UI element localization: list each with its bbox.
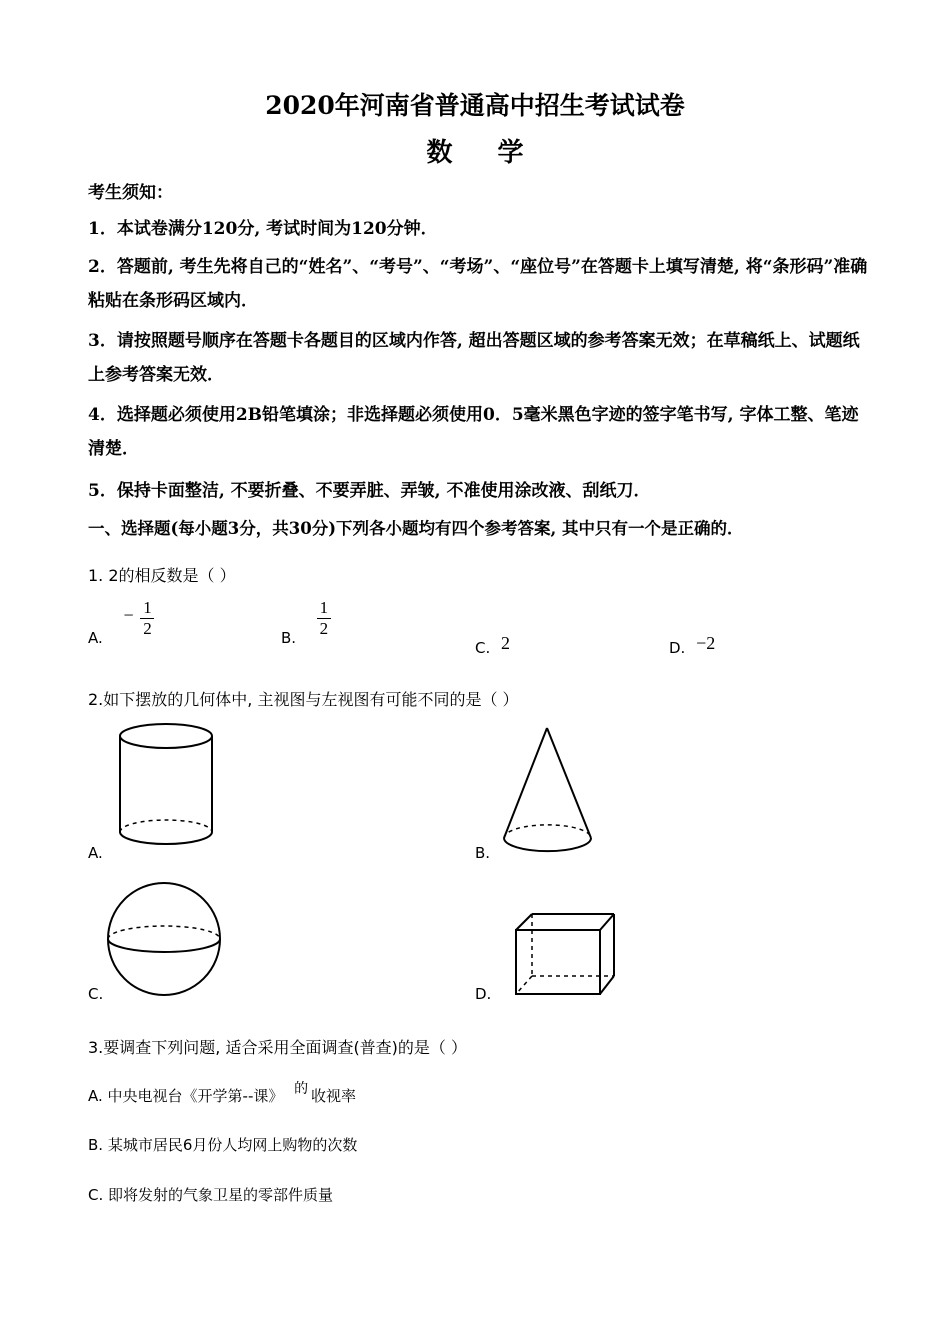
notice-item-2: 2．答题前, 考生先将自己的“姓名”、“考号”、“考场”、“座位号”在答题卡上填写清楚, 将“条形码”准确粘贴在条形码区域内．	[88, 257, 868, 311]
question-2-stem: 2.如下摆放的几何体中, 主视图与左视图有可能不同的是（ ）	[88, 690, 519, 709]
cone-figure	[495, 722, 601, 857]
cylinder-figure	[110, 720, 222, 850]
option-a-superscript: 的	[294, 1081, 309, 1097]
option-a-text: A. 中央电视台《开学第--课》	[88, 1087, 284, 1105]
question-1-stem: 1. 2的相反数是（ ）	[88, 566, 236, 585]
q1-option-d	[669, 633, 716, 658]
q2-option-d-label: D.	[475, 985, 492, 1003]
notice-item-3: 3．请按照题号顺序在答题卡各题目的区域内作答, 超出答题区域的参考答案无效；在草稿纸上、试题纸上参考答案无效．	[88, 331, 860, 385]
fraction	[140, 598, 154, 639]
q2-option-a-label: A.	[88, 844, 103, 862]
q3-option-a	[88, 1081, 356, 1106]
q3-option-c: C. 即将发射的气象卫星的零部件质量	[88, 1186, 334, 1204]
numerator: 1	[143, 598, 152, 617]
option-value: 2	[501, 633, 511, 653]
notice-item-5: 5．保持卡面整洁, 不要折叠、不要弄脏、弄皱, 不准使用涂改液、刮纸刀．	[88, 481, 651, 501]
cuboid-figure	[510, 908, 620, 1000]
notice-item-4: 4．选择题必须使用2B铅笔填涂；非选择题必须使用0．5毫米黑色字迹的签字笔书写, 字体工整、笔迹清楚．	[88, 405, 859, 459]
notice-heading: 考生须知：	[88, 183, 173, 203]
option-label: B.	[281, 629, 297, 647]
q1-option-a	[88, 598, 152, 649]
section-heading: 一、选择题(每小题3分，共30分)下列各小题均有四个参考答案, 其中只有一个是正确的．	[88, 519, 744, 538]
q1-option-b	[281, 598, 329, 649]
q2-option-c-label: C.	[88, 985, 104, 1003]
subject-title: 数 学	[426, 138, 542, 168]
option-label: D.	[669, 639, 686, 657]
q1-option-c	[475, 633, 511, 658]
denominator: 2	[143, 619, 152, 638]
option-label: A.	[88, 629, 103, 647]
denominator: 2	[319, 619, 329, 638]
notice-item-1: 1．本试卷满分120分, 考试时间为120分钟．	[88, 219, 438, 239]
fraction	[317, 598, 331, 639]
q3-option-b: B. 某城市居民6月份人均网上购物的次数	[88, 1136, 358, 1154]
numerator: 1	[319, 598, 329, 617]
question-3-stem: 3.要调查下列问题, 适合采用全面调查(普查)的是（ ）	[88, 1038, 468, 1057]
option-a-tail: 收视率	[310, 1087, 356, 1105]
minus-sign: −	[123, 605, 134, 625]
option-value: −2	[696, 633, 716, 653]
page-title: 2020年河南省普通高中招生考试试卷	[265, 91, 685, 120]
option-label: C.	[475, 639, 491, 657]
sphere-figure	[103, 878, 225, 1000]
q2-option-b-label: B.	[475, 844, 491, 862]
